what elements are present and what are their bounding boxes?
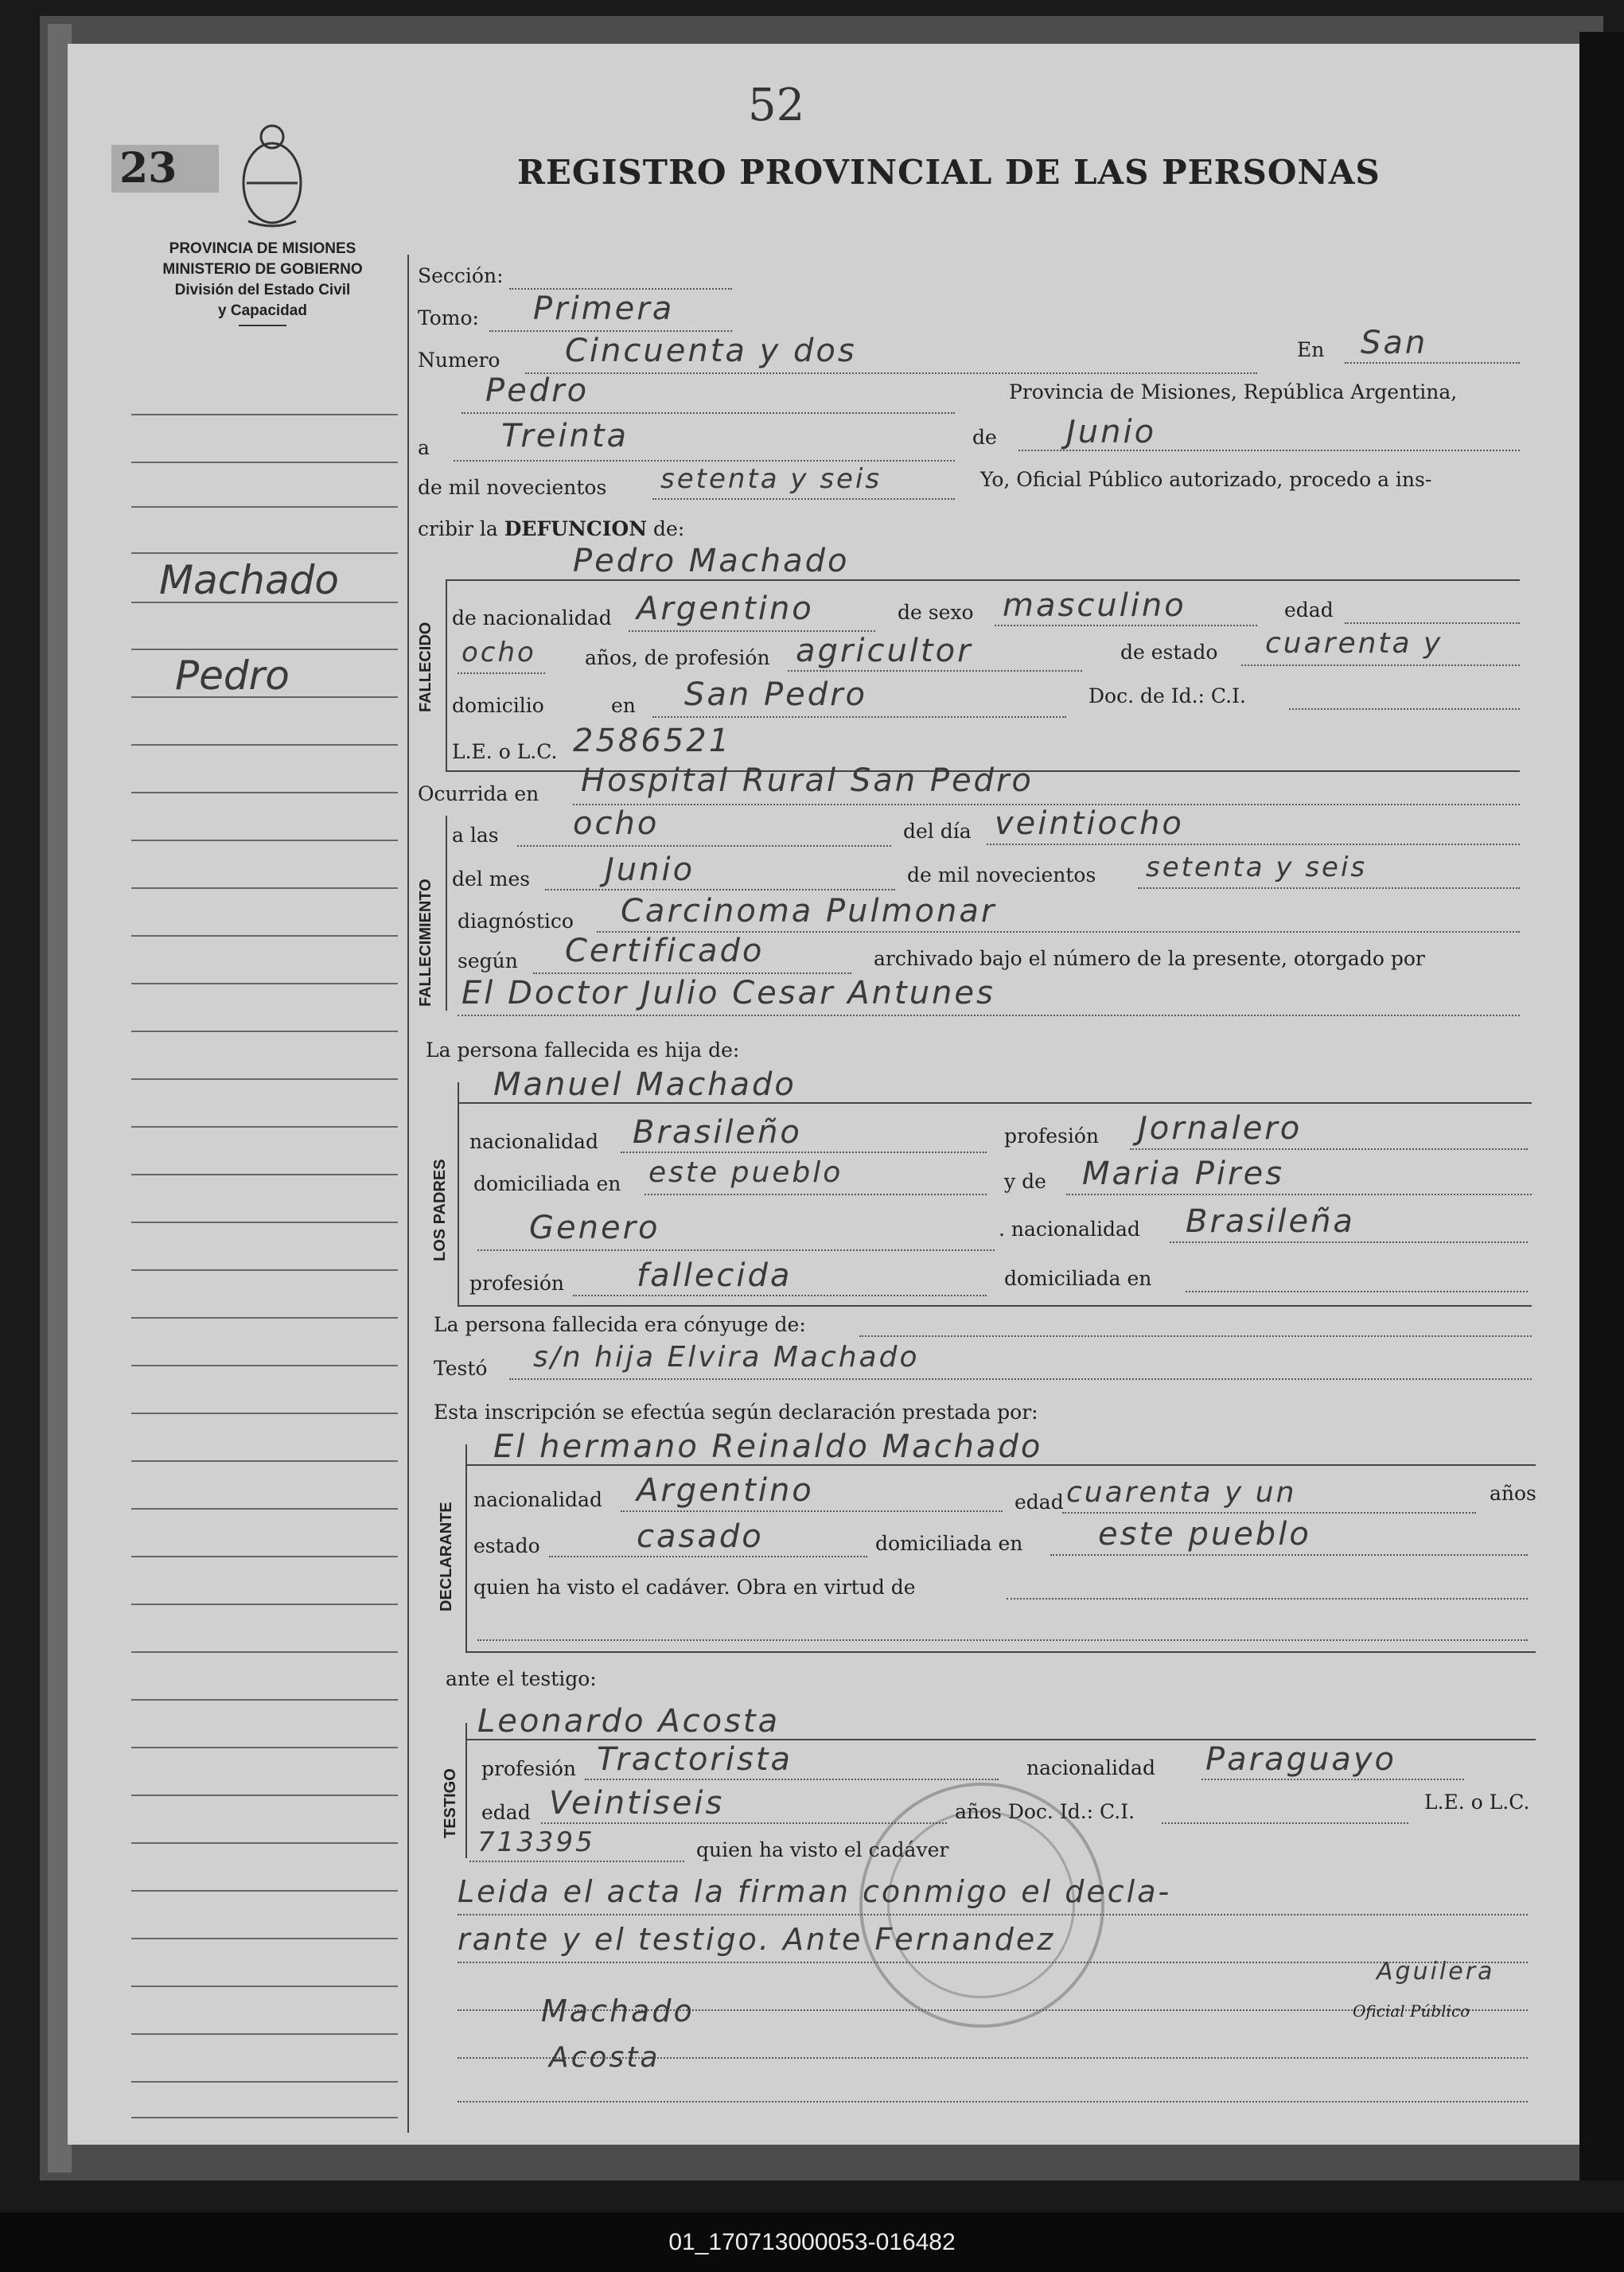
fallecido-side-rule — [446, 579, 447, 770]
hora-value: ocho — [573, 805, 660, 842]
a-label: a — [418, 436, 430, 459]
mes-line — [545, 889, 895, 890]
edad-line — [1345, 622, 1520, 624]
margin-rule — [131, 1174, 398, 1175]
numero-label: Numero — [418, 349, 500, 372]
testigo-nombre: Leonardo Acosta — [477, 1703, 781, 1740]
declarante-nombre: El hermano Reinaldo Machado — [493, 1428, 1043, 1465]
segun-label: según — [458, 949, 518, 972]
en-line — [1345, 362, 1520, 364]
sexo-line — [995, 625, 1257, 626]
anio2-value: setenta y seis — [1146, 852, 1368, 883]
testigo-section-label: TESTIGO — [442, 1768, 459, 1838]
margin-rule — [131, 1508, 398, 1510]
authority-line: y Capacidad — [218, 302, 307, 319]
margin-rule — [131, 840, 398, 841]
tomo-label: Tomo: — [418, 306, 479, 329]
fallecido-nacionalidad: Argentino — [637, 590, 814, 627]
margin-rule — [131, 1269, 398, 1271]
padre-nacionalidad-line — [621, 1152, 987, 1153]
padre-profesion-line — [1130, 1148, 1528, 1150]
margin-rule — [131, 1126, 398, 1128]
margin-surname: Machado — [159, 557, 339, 603]
diagnostico-value: Carcinoma Pulmonar — [621, 893, 997, 929]
margin-rule — [131, 1317, 398, 1319]
margin-rule — [131, 1604, 398, 1605]
margin-rule — [131, 552, 398, 554]
declarante-edad: cuarenta y un — [1066, 1476, 1297, 1509]
margin-rule — [131, 1699, 398, 1701]
province-text: Provincia de Misiones, República Argentina, — [1009, 380, 1458, 403]
fallecimiento-section-label: FALLECIMIENTO — [417, 879, 434, 1007]
oficial-text: Yo, Oficial Público autorizado, procedo a ins- — [980, 468, 1432, 491]
document-title: REGISTRO PROVINCIAL DE LAS PERSONAS — [517, 153, 1381, 192]
a-las-label: a las — [452, 824, 499, 847]
fallecido-sexo: masculino — [1003, 587, 1186, 624]
mil-label: de mil novecientos — [418, 476, 607, 499]
authority-underline — [239, 325, 286, 326]
sexo-label: de sexo — [898, 601, 974, 624]
stamp-number: 23 — [111, 145, 219, 193]
margin-rule — [131, 1795, 398, 1796]
closing-rule-5 — [458, 2101, 1528, 2102]
testigo-le-label: L.E. o L.C. — [1424, 1791, 1530, 1814]
defuncion-label: DEFUNCION — [504, 517, 648, 540]
doc-label: Doc. de Id.: C.I. — [1089, 684, 1246, 707]
testigo-doc-label: años Doc. Id.: C.I. — [955, 1800, 1135, 1823]
margin-rule — [131, 649, 398, 650]
declarante-section-label: DECLARANTE — [438, 1502, 455, 1611]
margin-rule — [131, 1031, 398, 1032]
tomo-line — [489, 330, 732, 332]
authority-line: MINISTERIO DE GOBIERNO — [162, 261, 363, 278]
conyuge-label: La persona fallecida era cónyuge de: — [434, 1313, 806, 1336]
page-shadow — [1579, 32, 1624, 2180]
authority-line: PROVINCIA DE MISIONES — [169, 240, 356, 257]
margin-rule — [131, 1747, 398, 1748]
anios-label: años — [1490, 1482, 1536, 1505]
hora-line — [517, 845, 891, 847]
padre-nacionalidad-label: nacionalidad — [469, 1130, 598, 1153]
anio-line — [652, 498, 955, 500]
testigo-doc-line — [1162, 1822, 1408, 1824]
fallecido-edad: cuarenta y — [1265, 627, 1443, 660]
le-label: L.E. o L.C. — [452, 740, 558, 763]
declarante-domicilio: este pueblo — [1098, 1516, 1311, 1553]
declarante-edad-line — [1062, 1512, 1476, 1514]
edad-cont-line — [458, 672, 545, 674]
margin-rule — [131, 887, 398, 889]
place-line — [461, 412, 955, 414]
testigo-profesion-label: profesión — [481, 1757, 577, 1780]
declarante-quien-label: quien ha visto el cadáver. Obra en virtud de — [473, 1576, 916, 1599]
en-value: San — [1361, 325, 1428, 361]
testigo-nacionalidad: Paraguayo — [1205, 1741, 1396, 1778]
margin-rule — [131, 1938, 398, 1939]
closing-rule-1 — [458, 1914, 1528, 1915]
folio-number: 52 — [748, 80, 805, 131]
margin-rule — [131, 2117, 398, 2118]
nacionalidad-line — [629, 630, 875, 632]
de-colon: de: — [653, 517, 685, 540]
doc-line — [1289, 708, 1520, 710]
ocurrida-label: Ocurrida en — [418, 782, 539, 805]
padre-domicilio-label: domiciliada en — [473, 1172, 621, 1195]
fallecido-edad-cont: ocho — [461, 637, 536, 668]
margin-rule — [131, 1413, 398, 1414]
declarante-domicilio-label: domiciliada en — [875, 1532, 1023, 1555]
mes-value: Junio — [1066, 414, 1157, 450]
padre-profesion-label: profesión — [1004, 1124, 1100, 1148]
margin-given-name: Pedro — [175, 653, 290, 699]
padres-side-rule — [458, 1082, 459, 1305]
margin-rule — [131, 1556, 398, 1557]
fallecido-profesion: agricultor — [796, 633, 973, 669]
margin-rule — [131, 935, 398, 937]
del-mes-label: del mes — [452, 867, 531, 890]
fallecimiento-side-rule — [446, 816, 447, 1011]
declarante-estado: casado — [637, 1518, 764, 1555]
madre-domicilio-label: domiciliada en — [1004, 1267, 1152, 1290]
dia-line — [987, 844, 1520, 845]
inscribir-text — [418, 517, 684, 540]
padre-domicilio: este pueblo — [648, 1156, 843, 1189]
signature-declarante: Machado — [541, 1993, 695, 2028]
margin-rule — [131, 2081, 398, 2083]
fallecido-top-rule — [446, 579, 1520, 581]
padres-bottom-rule — [458, 1305, 1532, 1307]
profesion-line — [788, 670, 1082, 672]
fallecido-section-label: FALLECIDO — [417, 622, 434, 712]
diagnostico-label: diagnóstico — [458, 910, 574, 933]
testigo-nacionalidad-label: nacionalidad — [1026, 1756, 1155, 1779]
archivado-text: archivado bajo el número de la presente, otorgado por — [874, 947, 1425, 970]
madre-domicilio-line — [1186, 1291, 1528, 1292]
madre-cont-line — [477, 1249, 995, 1251]
domicilio-label: domicilio — [452, 694, 544, 717]
padre-nacionalidad: Brasileño — [633, 1114, 802, 1151]
declarante-domicilio-line — [1050, 1554, 1528, 1556]
dia-value: Treinta — [501, 418, 629, 454]
testigo-edad-line — [541, 1822, 947, 1824]
margin-rule — [131, 414, 398, 415]
mes-value: Junio — [605, 852, 695, 888]
margin-rule — [131, 506, 398, 508]
madre-cont: Genero — [529, 1210, 660, 1246]
testo-line — [509, 1378, 1532, 1380]
margin-rule — [131, 1078, 398, 1080]
testigo-edad-label: edad — [481, 1801, 531, 1824]
inscribir-part: cribir la — [418, 517, 498, 540]
profesion-label: años, de profesión — [585, 646, 770, 669]
fallecido-nombre: Pedro Machado — [573, 543, 850, 579]
padre-profesion: Jornalero — [1138, 1110, 1303, 1147]
ocurrida-value: Hospital Rural San Pedro — [581, 762, 1034, 799]
dia-value: veintiocho — [995, 805, 1184, 842]
fallecido-domicilio: San Pedro — [684, 676, 868, 713]
mil2-label: de mil novecientos — [907, 863, 1096, 887]
madre-profesion-line — [573, 1295, 987, 1296]
declarante-edad-label: edad — [1015, 1491, 1064, 1514]
testo-label: Testó — [434, 1357, 488, 1380]
margin-rule — [131, 1651, 398, 1653]
inscripcion-text: Esta inscripción se efectúa según declaración prestada por: — [434, 1401, 1038, 1424]
testo-value: s/n hija Elvira Machado — [533, 1341, 920, 1374]
signature-official: Aguilera — [1377, 1958, 1495, 1986]
authority-line: División del Estado Civil — [174, 282, 351, 298]
signature-testigo: Acosta — [549, 2041, 660, 2074]
segun-value: Certificado — [565, 933, 765, 969]
testigo-le: 713395 — [477, 1826, 595, 1858]
testigo-profesion-line — [585, 1779, 999, 1780]
margin-rule — [131, 983, 398, 984]
closing-rule-2 — [458, 1962, 1528, 1963]
margin-rule — [131, 1842, 398, 1844]
dia-line — [454, 460, 955, 462]
closing-line-2: rante y el testigo. Ante Fernandez — [458, 1922, 1056, 1957]
margin-rule — [131, 1890, 398, 1892]
del-dia-label: del día — [903, 820, 972, 843]
margin-rule — [131, 792, 398, 793]
margin-rule — [131, 1365, 398, 1366]
margin-rule — [131, 2033, 398, 2035]
declarante-estado-line — [549, 1556, 867, 1557]
margin-rule — [131, 744, 398, 746]
madre-line — [1066, 1194, 1532, 1195]
padre-domicilio-line — [645, 1194, 987, 1195]
madre-nombre: Maria Pires — [1082, 1155, 1284, 1192]
medico-value: El Doctor Julio Cesar Antunes — [461, 975, 995, 1011]
declarante-nacionalidad: Argentino — [637, 1472, 814, 1509]
domicilio-en-label: en — [611, 694, 636, 717]
declarante-estado-label: estado — [473, 1534, 540, 1557]
declarante-side-rule — [465, 1444, 467, 1651]
tomo-value: Primera — [533, 290, 675, 327]
numero-line — [525, 372, 1257, 374]
testigo-quien-label: quien ha visto el cadáver — [696, 1838, 949, 1861]
issuing-authority — [131, 239, 394, 326]
seccion-line — [509, 288, 732, 290]
padres-section-label: LOS PADRES — [431, 1159, 449, 1261]
numero-value: Cincuenta y dos — [565, 333, 857, 369]
madre-nacionalidad-line — [1170, 1241, 1528, 1243]
testigo-le-line — [469, 1861, 684, 1862]
estado-line — [1241, 664, 1520, 666]
testigo-profesion: Tractorista — [597, 1741, 793, 1778]
en-label: En — [1297, 338, 1325, 361]
ante-testigo-label: ante el testigo: — [446, 1667, 597, 1690]
testigo-side-rule — [465, 1723, 467, 1858]
fallecido-le: 2586521 — [573, 723, 732, 759]
obra-line — [1007, 1598, 1528, 1600]
declarante-nacionalidad-label: nacionalidad — [473, 1488, 602, 1511]
domicilio-line — [652, 716, 1066, 718]
nacionalidad-label: de nacionalidad — [452, 606, 612, 629]
estado-label: de estado — [1120, 641, 1218, 664]
place-cont-value: Pedro — [485, 372, 590, 409]
anio2-line — [1138, 887, 1520, 889]
obra-cont-line — [477, 1639, 1528, 1641]
margin-rule — [131, 1222, 398, 1223]
margin-rule — [131, 462, 398, 463]
testigo-edad: Veintiseis — [549, 1785, 725, 1822]
padre-nombre: Manuel Machado — [493, 1066, 796, 1103]
madre-nacionalidad: Brasileña — [1186, 1203, 1355, 1240]
hija-de-label: La persona fallecida es hija de: — [426, 1039, 740, 1062]
de-label: de — [972, 426, 997, 449]
medico-line — [458, 1015, 1520, 1016]
madre-profesion-label: profesión — [469, 1272, 565, 1295]
closing-line-1: Leida el acta la firman conmigo el decla- — [458, 1874, 1172, 1909]
anio-value: setenta y seis — [660, 463, 882, 495]
declarante-nacionalidad-line — [621, 1510, 1003, 1512]
seccion-label: Sección: — [418, 264, 504, 287]
declarante-bottom-rule — [465, 1651, 1536, 1653]
margin-rule — [131, 1460, 398, 1462]
segun-line — [533, 972, 851, 974]
edad-label: edad — [1284, 598, 1334, 622]
testigo-nacionalidad-line — [1201, 1779, 1464, 1780]
conyuge-line — [859, 1335, 1532, 1337]
madre-profesion: fallecida — [637, 1257, 793, 1294]
form-left-rule — [407, 255, 409, 2133]
y-de-label: y de — [1004, 1170, 1046, 1193]
coat-of-arms-icon — [239, 119, 306, 235]
margin-rule — [131, 1986, 398, 1987]
madre-nacionalidad-label: . nacionalidad — [999, 1218, 1140, 1241]
official-title: Oficial Público — [1353, 2001, 1470, 2021]
image-reference: 01_170713000053-016482 — [0, 2212, 1624, 2272]
